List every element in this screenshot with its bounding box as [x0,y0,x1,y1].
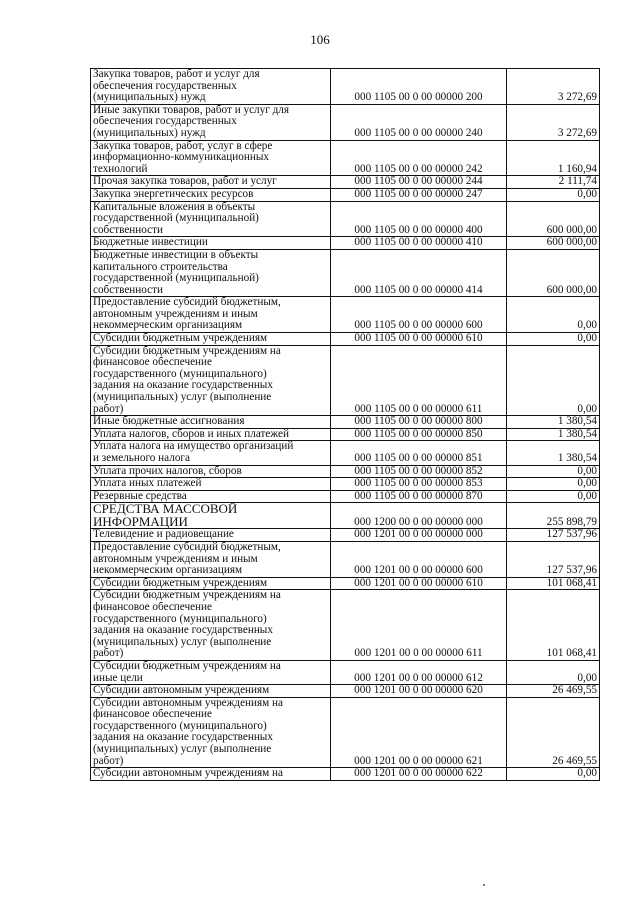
description-line: некоммерческим организациям [93,565,243,577]
table-row [91,69,600,105]
row-code: 000 1201 00 0 00 00000 000 [331,529,507,542]
table-row [91,176,600,189]
row-description [91,660,331,684]
table-row [91,416,600,429]
description-line: Субсидии автономным учреждениям [93,685,270,697]
row-amount: 1 380,54 [507,416,600,429]
description-line: Предоставление субсидий бюджетным, [93,541,281,553]
row-amount: 26 469,55 [507,685,600,698]
row-amount: 0,00 [507,297,600,333]
row-description [91,503,331,529]
table-row [91,685,600,698]
row-code: 000 1201 00 0 00 00000 610 [331,577,507,590]
budget-table [90,68,600,781]
row-amount: 0,00 [507,490,600,503]
row-code: 000 1105 00 0 00 00000 242 [331,140,507,176]
description-line: работ) [93,403,124,415]
scan-artifact-dot [483,884,485,886]
row-amount: 26 469,55 [507,697,600,768]
description-line: финансовое обеспечение [93,709,212,721]
page-number: 106 [310,32,330,47]
row-code: 000 1201 00 0 00 00000 620 [331,685,507,698]
description-line: Субсидии бюджетным учреждениям на [93,590,281,602]
table-row [91,428,600,441]
row-amount: 127 537,96 [507,541,600,577]
row-description [91,345,331,416]
description-line: (муниципальных) услуг (выполнение [93,636,272,648]
description-line: государственного (муниципального) [93,368,267,380]
row-description [91,249,331,296]
table-row [91,297,600,333]
description-line: обеспечения государственных [93,116,237,128]
table-row [91,333,600,346]
row-code: 000 1105 00 0 00 00000 400 [331,201,507,237]
row-description [91,416,331,429]
description-line: СРЕДСТВА МАССОВОЙ [93,503,238,516]
row-description [91,478,331,491]
row-description [91,577,331,590]
row-description [91,529,331,542]
description-line: автономным учреждениям и иным [93,308,258,320]
row-amount: 0,00 [507,345,600,416]
table-row [91,577,600,590]
description-line: Уплата налогов, сборов и иных платежей [93,428,289,440]
row-description [91,176,331,189]
description-line: Субсидии бюджетным учреждениям [93,577,268,589]
row-description [91,237,331,250]
table-row [91,465,600,478]
description-line: Субсидии бюджетным учреждениям на [93,345,281,357]
row-code: 000 1105 00 0 00 00000 240 [331,104,507,140]
table-row [91,441,600,465]
description-line: Закупка энергетических ресурсов [93,188,254,200]
row-amount: 3 272,69 [507,104,600,140]
row-description [91,428,331,441]
row-amount: 600 000,00 [507,201,600,237]
description-line: обеспечения государственных [93,80,237,92]
row-description [91,333,331,346]
description-line: Субсидии автономным учреждениям на [93,697,283,709]
table-row [91,503,600,529]
description-line: государственной (муниципальной) [93,273,259,285]
description-line: работ) [93,648,124,660]
table-row [91,345,600,416]
description-line: Субсидии автономным учреждениям на [93,768,283,780]
table-row [91,590,600,661]
description-line: задания на оказание государственных [93,625,273,637]
table-row [91,697,600,768]
row-description [91,104,331,140]
description-line: Иные закупки товаров, работ и услуг для [93,104,290,116]
row-description [91,201,331,237]
description-line: финансовое обеспечение [93,357,212,369]
row-description [91,541,331,577]
description-line: Резервные средства [93,490,187,502]
table-row [91,249,600,296]
row-code: 000 1105 00 0 00 00000 852 [331,465,507,478]
row-amount: 0,00 [507,478,600,491]
row-amount: 600 000,00 [507,249,600,296]
row-amount: 101 068,41 [507,590,600,661]
row-amount: 3 272,69 [507,69,600,105]
table-row [91,140,600,176]
row-code: 000 1105 00 0 00 00000 611 [331,345,507,416]
description-line: Закупка товаров, работ, услуг в сфере [93,140,273,152]
description-line: собственности [93,284,163,296]
row-description [91,441,331,465]
description-line: государственного (муниципального) [93,613,267,625]
table-row [91,104,600,140]
row-amount: 0,00 [507,768,600,781]
row-code: 000 1200 00 0 00 00000 000 [331,503,507,529]
table-body [91,69,600,781]
row-description [91,590,331,661]
row-code: 000 1105 00 0 00 00000 200 [331,69,507,105]
description-line: Бюджетные инвестиции [93,237,208,249]
row-code: 000 1105 00 0 00 00000 610 [331,333,507,346]
description-line: некоммерческим организациям [93,320,243,332]
row-description [91,768,331,781]
row-code: 000 1105 00 0 00 00000 244 [331,176,507,189]
description-line: и земельного налога [93,453,190,464]
description-line: государственного (муниципального) [93,720,267,732]
row-description [91,188,331,201]
description-line: иные цели [93,672,143,684]
row-code: 000 1105 00 0 00 00000 870 [331,490,507,503]
description-line: Иные бюджетные ассигнования [93,416,245,428]
row-amount: 0,00 [507,333,600,346]
row-amount: 1 380,54 [507,441,600,465]
row-code: 000 1105 00 0 00 00000 850 [331,428,507,441]
description-line: Уплата прочих налогов, сборов [93,465,242,477]
table-row [91,660,600,684]
description-line: ИНФОРМАЦИИ [93,515,188,529]
row-code: 000 1105 00 0 00 00000 853 [331,478,507,491]
table-row [91,529,600,542]
row-code: 000 1201 00 0 00 00000 621 [331,697,507,768]
row-code: 000 1105 00 0 00 00000 851 [331,441,507,465]
row-code: 000 1201 00 0 00 00000 611 [331,590,507,661]
description-line: автономным учреждениям и иным [93,553,258,565]
row-amount: 101 068,41 [507,577,600,590]
description-line: (муниципальных) нужд [93,127,206,139]
table-row [91,768,600,781]
row-amount: 255 898,79 [507,503,600,529]
row-description [91,140,331,176]
description-line: Уплата налога на имущество организаций [93,441,294,453]
description-line: Субсидии бюджетным учреждениям [93,333,268,345]
description-line: информационно-коммуникационных [93,152,269,164]
row-amount: 0,00 [507,660,600,684]
row-amount: 0,00 [507,465,600,478]
row-amount: 1 160,94 [507,140,600,176]
row-amount: 0,00 [507,188,600,201]
description-line: Телевидение и радиовещание [93,529,234,541]
description-line: Капитальные вложения в объекты [93,201,256,213]
description-line: (муниципальных) услуг (выполнение [93,392,272,404]
description-line: государственной (муниципальной) [93,213,259,225]
description-line: Предоставление субсидий бюджетным, [93,297,281,309]
row-code: 000 1105 00 0 00 00000 800 [331,416,507,429]
row-description [91,69,331,105]
description-line: работ) [93,755,124,767]
description-line: технологий [93,163,148,175]
description-line: Прочая закупка товаров, работ и услуг [93,176,277,188]
description-line: собственности [93,224,163,236]
description-line: Бюджетные инвестиции в объекты [93,249,259,261]
row-description [91,297,331,333]
row-description [91,490,331,503]
row-code: 000 1201 00 0 00 00000 600 [331,541,507,577]
table-row [91,478,600,491]
table-row [91,237,600,250]
description-line: задания на оказание государственных [93,732,273,744]
description-line: Уплата иных платежей [93,478,202,490]
row-code: 000 1105 00 0 00 00000 247 [331,188,507,201]
row-amount: 1 380,54 [507,428,600,441]
row-amount: 2 111,74 [507,176,600,189]
row-code: 000 1105 00 0 00 00000 414 [331,249,507,296]
description-line: (муниципальных) нужд [93,92,206,104]
row-description [91,685,331,698]
row-code: 000 1105 00 0 00 00000 600 [331,297,507,333]
row-code: 000 1105 00 0 00 00000 410 [331,237,507,250]
row-description [91,465,331,478]
row-code: 000 1201 00 0 00 00000 612 [331,660,507,684]
row-amount: 600 000,00 [507,237,600,250]
table-row [91,188,600,201]
description-line: финансовое обеспечение [93,601,212,613]
description-line: (муниципальных) услуг (выполнение [93,744,272,756]
table-row [91,490,600,503]
table-row [91,541,600,577]
row-description [91,697,331,768]
table-row [91,201,600,237]
row-code: 000 1201 00 0 00 00000 622 [331,768,507,781]
description-line: капитального строительства [93,261,228,273]
description-line: Закупка товаров, работ и услуг для [93,69,260,80]
description-line: Субсидии бюджетным учреждениям на [93,660,281,672]
description-line: задания на оказание государственных [93,380,273,392]
row-amount: 127 537,96 [507,529,600,542]
